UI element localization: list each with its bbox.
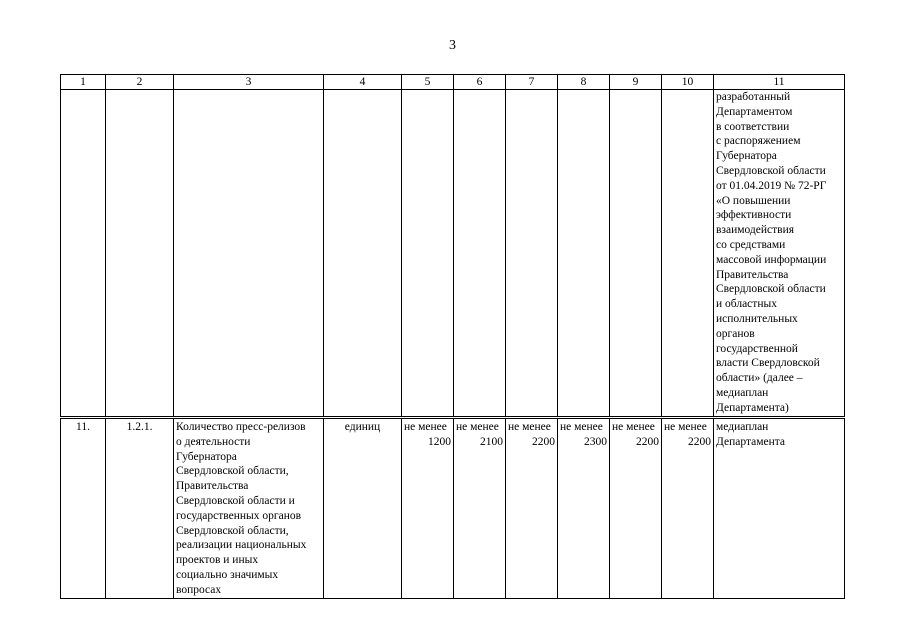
row-number-cell: 11. <box>61 418 106 599</box>
table-cell <box>61 90 106 418</box>
column-header: 7 <box>506 75 558 90</box>
column-header: 6 <box>454 75 506 90</box>
value-prefix: не менее <box>508 421 551 433</box>
table-cell <box>506 90 558 418</box>
table-cell <box>454 90 506 418</box>
source-cell: разработанный Департаментом в соответствии с распоряжением Губернатора Свердловской области от 01.04.2019 № 72-РГ «О повышении эффективности взаимодействия со средствами массовой информации Правительства Свердловской области и областных исполнительных органов государственной власти Свердловской области» (далее – медиаплан Департамента) <box>714 90 845 418</box>
value-number: 2300 <box>584 435 607 448</box>
code-cell: 1.2.1. <box>106 418 174 599</box>
value-prefix: не менее <box>664 421 707 433</box>
value-cell <box>662 418 714 599</box>
value-cell <box>402 418 454 599</box>
value-prefix: не менее <box>612 421 655 433</box>
value-number: 2200 <box>636 435 659 448</box>
column-header: 11 <box>714 75 845 90</box>
page-number: 3 <box>449 38 456 53</box>
description-cell: Количество пресс-релизов о деятельности Губернатора Свердловской области, Правительства Свердловской области и государственных органов Свердловской области, реализации национальных проектов и иных социально значимых вопросах <box>174 418 324 599</box>
table-cell <box>610 90 662 418</box>
table-row <box>61 90 845 418</box>
value-prefix: не менее <box>456 421 499 433</box>
indicators-table <box>60 74 845 599</box>
table-cell <box>324 90 402 418</box>
value-number: 2200 <box>688 435 711 448</box>
table-row <box>61 418 845 599</box>
value-number: 1200 <box>428 435 451 448</box>
table-cell <box>662 90 714 418</box>
column-header: 10 <box>662 75 714 90</box>
value-number: 2200 <box>532 435 555 448</box>
value-prefix: не менее <box>404 421 447 433</box>
value-number: 2100 <box>480 435 503 448</box>
table-cell <box>174 90 324 418</box>
table-cell <box>558 90 610 418</box>
column-header: 1 <box>61 75 106 90</box>
column-header: 5 <box>402 75 454 90</box>
table-cell <box>106 90 174 418</box>
value-cell <box>454 418 506 599</box>
column-header: 9 <box>610 75 662 90</box>
table-cell <box>402 90 454 418</box>
value-prefix: не менее <box>560 421 603 433</box>
unit-cell: единиц <box>324 418 402 599</box>
column-header: 4 <box>324 75 402 90</box>
source-cell: медиаплан Департамента <box>714 418 845 599</box>
table-header-row <box>61 75 845 90</box>
column-header: 2 <box>106 75 174 90</box>
value-cell <box>558 418 610 599</box>
value-cell <box>610 418 662 599</box>
column-header: 3 <box>174 75 324 90</box>
column-header: 8 <box>558 75 610 90</box>
value-cell <box>506 418 558 599</box>
